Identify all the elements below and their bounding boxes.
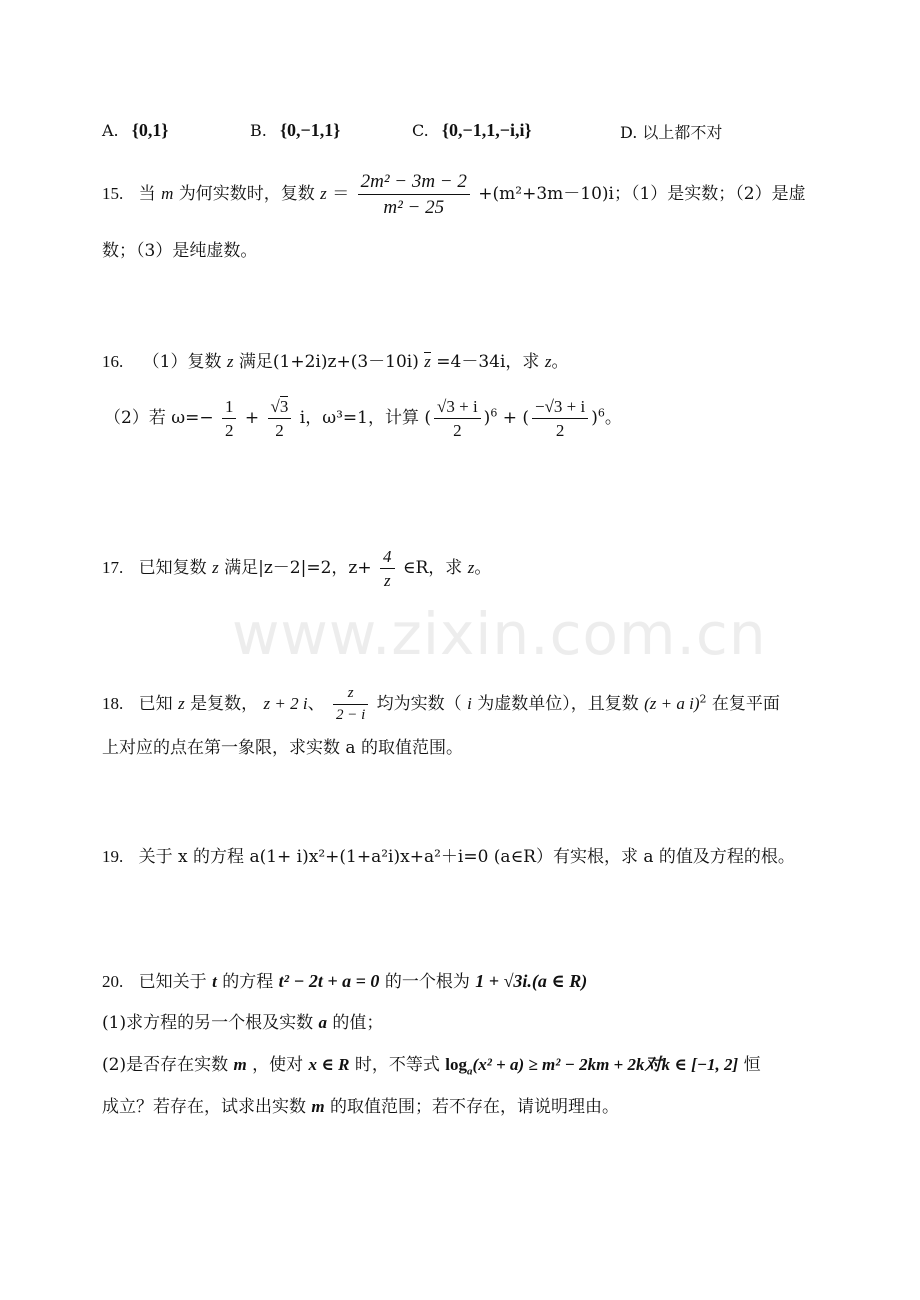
q20-line-last bbox=[102, 1098, 619, 1116]
q20-last-text-2: 的取值范围；若不存在，请说明理由。 bbox=[330, 1097, 620, 1117]
option-b-value: {0,−1,1} bbox=[279, 120, 341, 140]
q16-sqrt3-den: 2 bbox=[275, 421, 284, 440]
q15-text-1: 当 bbox=[138, 184, 156, 204]
q17-var-z: z bbox=[212, 558, 219, 577]
q17-var-z-2: z bbox=[467, 558, 475, 577]
option-b-label: B. bbox=[250, 121, 267, 140]
q18-text-2: 是复数， bbox=[190, 694, 259, 714]
watermark: www.zixin.com.cn bbox=[232, 600, 767, 668]
q15-var-m: m bbox=[161, 184, 174, 203]
q16-half bbox=[222, 398, 237, 439]
q20-var-m: m bbox=[233, 1055, 247, 1074]
q16-var-z: z bbox=[226, 352, 234, 371]
q16-sqrt3-num: √3 bbox=[268, 398, 292, 419]
option-a bbox=[102, 120, 168, 141]
option-d: D. 以上都不对 bbox=[620, 123, 723, 142]
q18-square: 2 bbox=[699, 692, 707, 706]
q18-var-z: z bbox=[178, 694, 185, 713]
q16-z-conjugate: z bbox=[424, 352, 431, 371]
q16-text-4: （2）若 ω=− bbox=[104, 408, 214, 428]
option-a-value: {0,1} bbox=[131, 120, 169, 140]
q16-text-3: =4－34i，求 bbox=[430, 352, 540, 372]
q20-inequality: (x² + a) ≥ m² − 2km + 2k对k ∈ [−1, 2] bbox=[472, 1055, 739, 1074]
q17-fraction-den: z bbox=[383, 571, 391, 590]
q17-text-1: 已知复数 bbox=[138, 558, 207, 578]
q16-text-1: （1）复数 bbox=[142, 352, 222, 372]
q20-sub2-text-1: (2)是否存在实数 bbox=[102, 1055, 229, 1075]
q16-power-2: 6 bbox=[597, 406, 605, 420]
question-number: 15. bbox=[102, 184, 124, 203]
q16-half-num: 1 bbox=[222, 398, 237, 419]
q19-text: 关于 x 的方程 a(1+ i)x²+(1+a²i)x+a²＋i=0 (a∈R）有实根，求 a 的值及方程的根。 bbox=[138, 847, 795, 867]
q16-frac-1 bbox=[434, 398, 481, 439]
q20-log: log bbox=[445, 1055, 468, 1074]
q16-frac-1-den: 2 bbox=[453, 421, 462, 440]
q15-fraction-num: 2m² − 3m − 2 bbox=[358, 172, 470, 195]
q16-frac-2-den: 2 bbox=[555, 421, 565, 440]
q20-text-3: 的一个根为 bbox=[384, 972, 470, 992]
q16-sqrt3-over-2 bbox=[268, 398, 292, 439]
q16-var-z-2: z bbox=[544, 352, 552, 371]
q18-text-4: 为虚数单位），且复数 bbox=[477, 694, 639, 714]
q16-frac-2-num: −√3 + i bbox=[532, 398, 588, 419]
q18-expr-1: z + 2 i bbox=[263, 694, 308, 713]
q15-var-z: z bbox=[320, 184, 327, 203]
q15-equals: ＝ bbox=[332, 184, 350, 204]
q18-line-2: 上对应的点在第一象限，求实数 a 的取值范围。 bbox=[102, 738, 463, 758]
q20-text-2: 的方程 bbox=[222, 972, 274, 992]
q20-last-text-1: 成立？若存在，试求出实数 bbox=[102, 1097, 306, 1117]
q16-half-den: 2 bbox=[224, 421, 234, 440]
q16-text-5: i，ω³=1，计算 bbox=[299, 408, 419, 428]
q15-fraction-den: m² − 25 bbox=[383, 197, 445, 218]
q18-text-1: 已知 bbox=[138, 694, 173, 714]
option-c-value: {0,−1,1,−i,i} bbox=[441, 120, 532, 140]
q20-x-in-r: x ∈ R bbox=[308, 1055, 350, 1074]
q18-expr-2: (z + a i) bbox=[644, 694, 700, 713]
q15-line-2: 数；（3）是纯虚数。 bbox=[102, 241, 258, 261]
option-a-label: A. bbox=[102, 121, 119, 140]
q17-text-3: ∈R，求 bbox=[402, 558, 463, 578]
q20-sub1-text: (1)求方程的另一个根及实数 bbox=[102, 1013, 314, 1033]
q15-fraction bbox=[358, 172, 470, 217]
q16-plus: + bbox=[244, 408, 260, 428]
q17-period: 。 bbox=[474, 558, 492, 578]
q20-root: 1 + √3i.(a ∈ R) bbox=[475, 971, 588, 991]
q15-text-2: 为何实数时，复数 bbox=[178, 184, 315, 204]
question-20 bbox=[102, 972, 587, 991]
q20-var-t: t bbox=[212, 972, 217, 991]
q20-text-1: 已知关于 bbox=[138, 972, 207, 992]
q15-text-3: +(m²+3m－10)i；（1）是实数；（2）是虚 bbox=[478, 184, 806, 204]
q16-frac-1-num: √3 + i bbox=[434, 398, 481, 419]
q18-fraction bbox=[333, 686, 368, 723]
q20-log-base: a bbox=[467, 1065, 473, 1078]
question-16-part-2: （2）若 ω=− $\frac{1}{2}$ + $\frac{√3}{2}$ i，ω³=1，计算 ( $\frac{√3 + i}{2}$ )$^6$ + ( $\frac{-√3 + i}{2}$ )$^6$。 bbox=[104, 397, 622, 440]
question-number: 19. bbox=[102, 847, 124, 866]
question-number: 18. bbox=[102, 694, 124, 713]
q18-text-5: 在复平面 bbox=[711, 694, 780, 714]
q20-var-m-2: m bbox=[311, 1097, 325, 1116]
q20-sub-2 bbox=[102, 1056, 761, 1077]
q20-sub2-text-2: ，使对 bbox=[252, 1055, 304, 1075]
option-c bbox=[412, 120, 532, 141]
q17-text-2: 满足|z－2|=2，z+ bbox=[224, 558, 372, 578]
option-b bbox=[250, 120, 340, 141]
question-15 bbox=[102, 172, 806, 217]
option-c-label: C. bbox=[412, 121, 429, 140]
question-16-part-1 bbox=[102, 352, 568, 371]
q20-sub2-text-4: 恒 bbox=[743, 1055, 761, 1075]
q20-sub1-end: 的值； bbox=[332, 1013, 384, 1033]
question-18 bbox=[102, 686, 780, 723]
q17-fraction bbox=[380, 548, 395, 589]
q16-text-2: 满足(1+2i)z+(3－10i) bbox=[238, 352, 419, 372]
q20-sub2-text-3: 时，不等式 bbox=[354, 1055, 440, 1075]
question-17 bbox=[102, 548, 491, 589]
q16-sqrt3: 3 bbox=[279, 397, 289, 416]
q20-equation: t² − 2t + a = 0 bbox=[278, 971, 380, 991]
q16-period: 。 bbox=[551, 352, 569, 372]
question-19 bbox=[102, 848, 795, 866]
question-number: 16. bbox=[102, 352, 124, 371]
q18-fraction-den: 2 − i bbox=[335, 707, 366, 723]
q18-separator: 、 bbox=[307, 694, 325, 714]
question-number: 20. bbox=[102, 972, 124, 991]
q18-text-3: 均为实数（ bbox=[376, 694, 462, 714]
q20-sub-1 bbox=[102, 1014, 383, 1032]
q20-var-a: a bbox=[318, 1013, 327, 1032]
q17-fraction-num: 4 bbox=[380, 548, 395, 569]
q18-fraction-num: z bbox=[333, 686, 368, 705]
q16-power-1: 6 bbox=[490, 406, 498, 420]
q16-end: 。 bbox=[604, 408, 622, 428]
q18-var-i: i bbox=[467, 694, 472, 713]
question-number: 17. bbox=[102, 558, 124, 577]
q16-frac-2 bbox=[532, 398, 588, 439]
